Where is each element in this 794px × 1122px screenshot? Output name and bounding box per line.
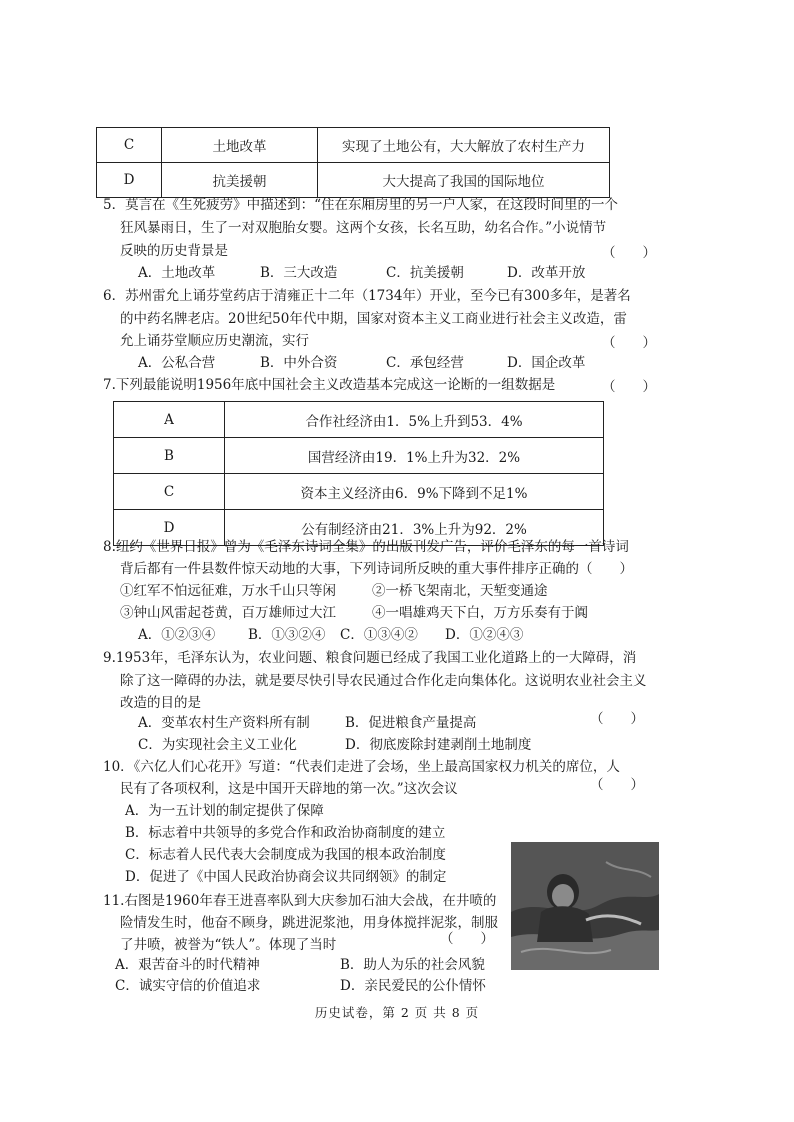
q7-answer-paren: （ ） [602, 379, 656, 395]
row-text: 合作社经济由1．5%上升到53．4% [225, 402, 604, 438]
page-footer: 历史试卷，第 2 页 共 8 页 [314, 1005, 480, 1020]
q11-stem-line2: 险情发生时，他奋不顾身，跳进泥浆池，用身体搅拌泥浆，制服 [120, 915, 498, 931]
q9-stem-line2: 除了这一障碍的办法，就是要尽快引导农民通过合作化走向集体化。这说明农业社会主义 [120, 673, 647, 689]
q8-poem-2: ②一桥飞架南北，天堑变通途 [372, 583, 548, 599]
q7-stem: 7.下列最能说明1956年底中国社会主义改造基本完成这一论断的一组数据是 [103, 377, 556, 393]
row-result: 实现了土地公有，大大解放了农村生产力 [318, 128, 610, 163]
q10-stem-line2: 民有了各项权利，这是中国开天辟地的第一次。”这次会议 [120, 781, 458, 797]
row-label: C [114, 474, 225, 510]
row-text: 国营经济由19．1%上升为32．2% [225, 438, 604, 474]
row-text: 公有制经济由21．3%上升为92．2% [225, 510, 604, 546]
q10-option-b: B．标志着中共领导的多党合作和政治协商制度的建立 [125, 825, 446, 841]
q9-stem-line1: 9.1953年，毛泽东认为，农业问题、粮食问题已经成了我国工业化道路上的一大障碍，消 [103, 650, 637, 666]
q9-answer-paren: （ ） [590, 711, 644, 727]
q5-stem-line1: 5．莫言在《生死疲劳》中描述到：“住在东厢房里的另一户人家，在这段时间里的一个 [103, 197, 618, 213]
row-result: 大大提高了我国的国际地位 [318, 163, 610, 198]
q8-stem-line1: 8.纽约《世界日报》曾为《毛泽东诗词全集》的出版刊发广告，评价毛泽东的每一首诗词 [103, 539, 629, 555]
q5-option-b: B．三大改造 [260, 265, 338, 281]
q11-stem-line3: 了井喷，被誉为“铁人”。体现了当时 [120, 937, 337, 953]
table-row [97, 163, 610, 198]
q11-option-d: D．亲民爱民的公仆情怀 [340, 978, 486, 994]
q10-answer-paren: （ ） [590, 777, 644, 793]
q9-option-a: A．变革农村生产资料所有制 [138, 715, 310, 731]
q5-stem-line3: 反映的历史背景是 [120, 243, 228, 259]
row-label: C [97, 128, 162, 163]
q8-option-c: C．①③④② [340, 627, 418, 643]
q9-stem-line3: 改造的目的是 [120, 695, 201, 711]
q5-option-a: A．土地改革 [138, 265, 216, 281]
q6-stem-line2: 的中药名牌老店。20世纪50年代中期，国家对资本主义工商业进行社会主义改造，雷 [120, 311, 627, 327]
q8-stem-line2: 背后都有一件县数件惊天动地的大事，下列诗词所反映的重大事件排序正确的（ ） [120, 561, 633, 577]
q11-answer-paren: （ ） [440, 931, 494, 947]
row-label: D [114, 510, 225, 546]
wang-jinxi-photo [511, 842, 659, 970]
q7-table [113, 401, 604, 546]
q11-option-a: A．艰苦奋斗的时代精神 [115, 957, 260, 973]
q9-option-c: C．为实现社会主义工业化 [138, 737, 297, 753]
table-row [114, 438, 604, 474]
table-row [114, 474, 604, 510]
q6-option-d: D．国企改革 [507, 355, 586, 371]
row-text: 资本主义经济由6．9%下降到不足1% [225, 474, 604, 510]
photo-illustration [511, 842, 659, 970]
q11-stem-line1: 11.右图是1960年春王进喜率队到大庆参加石油大会战，在井喷的 [103, 893, 497, 909]
q10-option-c: C．标志着人民代表大会制度成为我国的根本政治制度 [125, 847, 446, 863]
q10-option-d: D．促进了《中国人民政治协商会议共同纲领》的制定 [125, 869, 447, 885]
q5-stem-line2: 狂风暴雨日，生了一对双胞胎女婴。这两个女孩，长名互助，幼名合作。”小说情节 [120, 220, 607, 236]
q10-option-a: A．为一五计划的制定提供了保障 [125, 803, 324, 819]
row-event: 土地改革 [162, 128, 318, 163]
q6-stem-line1: 6．苏州雷允上诵芬堂药店于清雍正十二年（1734年）开业，至今已有300多年，是著名 [103, 288, 631, 304]
q8-poem-1: ①红军不怕远征难，万水千山只等闲 [120, 583, 336, 599]
q9-option-b: B．促进粮食产量提高 [345, 715, 477, 731]
table-row [114, 402, 604, 438]
q6-answer-paren: （ ） [602, 335, 656, 351]
q6-option-b: B．中外合资 [260, 355, 338, 371]
q5-option-c: C．抗美援朝 [386, 265, 464, 281]
row-label: A [114, 402, 225, 438]
row-label: B [114, 438, 225, 474]
table-row [97, 128, 610, 163]
q6-option-a: A．公私合营 [138, 355, 216, 371]
q6-option-c: C．承包经营 [386, 355, 464, 371]
q10-stem-line1: 10．《六亿人们心花开》写道：“代表们走进了会场，坐上最高国家权力机关的席位，人 [103, 759, 620, 775]
row-event: 抗美援朝 [162, 163, 318, 198]
q9-option-d: D．彻底废除封建剥削土地制度 [345, 737, 532, 753]
q6-stem-line3: 允上诵芬堂顺应历史潮流，实行 [120, 333, 309, 349]
q8-option-b: B．①③②④ [248, 627, 326, 643]
q4-table [96, 127, 610, 198]
q11-option-c: C．诚实守信的价值追求 [115, 978, 261, 994]
q8-option-d: D．①②④③ [445, 627, 524, 643]
q5-option-d: D．改革开放 [507, 265, 586, 281]
q8-option-a: A．①②③④ [138, 627, 216, 643]
q8-poem-4: ④一唱雄鸡天下白，万方乐奏有于阗 [372, 605, 588, 621]
row-label: D [97, 163, 162, 198]
q11-option-b: B．助人为乐的社会风貌 [340, 957, 485, 973]
q5-answer-paren: （ ） [602, 245, 656, 261]
q8-poem-3: ③钟山风雷起苍黄，百万雄师过大江 [120, 605, 336, 621]
